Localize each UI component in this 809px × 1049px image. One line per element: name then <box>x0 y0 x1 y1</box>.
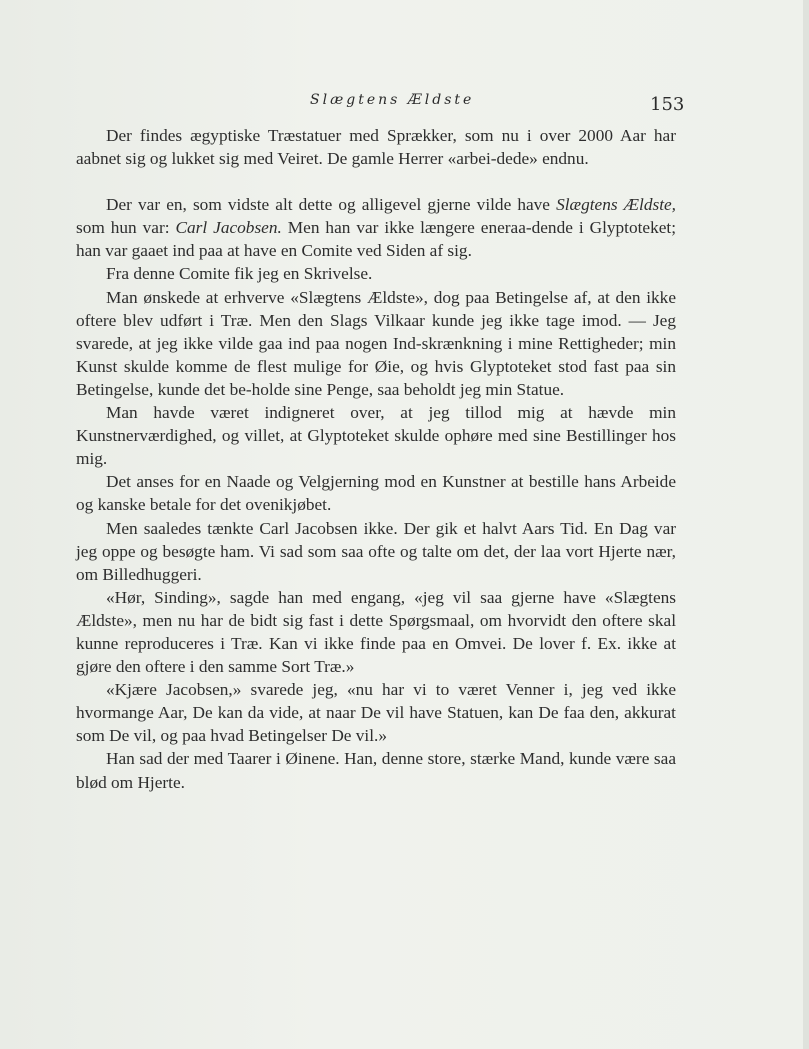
paragraph: Fra denne Comite fik jeg en Skrivelse. <box>106 264 373 284</box>
paragraph: Det anses for en Naade og Velgjerning mod en Kunstner at bestille hans Arbeide og kanske betale for det ovenikjøbet. <box>76 472 676 515</box>
paragraph: «Kjære Jacobsen,» svarede jeg, «nu har vi to været Venner i, jeg ved ikke hvormange Aar, De kan da vide, at naar De vil have Statuen, kan De faa den, akkurat som De vil, og paa hvad Betingelser De vil.» <box>76 680 676 746</box>
paragraph: Men saaledes tænkte Carl Jacobsen ikke. Der gik et halvt Aars Tid. En Dag var jeg oppe og besøgte ham. Vi sad som saa ofte og talte om det, der laa vort Hjerte nær, om Billedhuggeri. <box>76 518 676 584</box>
paragraph: Man havde været indigneret over, at jeg tillod mig at hævde min Kunstnerværdighed, og villet, at Glyptoteket skulde ophøre med sine Bestillinger hos mig. <box>76 403 676 469</box>
page-edge <box>803 0 809 1049</box>
paragraph: Man ønskede at erhverve «Slægtens Ældste», dog paa Betingelse af, at den ikke oftere blev udført i Træ. Men den Slags Vilkaar kunde jeg ikke tage imod. — Jeg svarede, at jeg ikke vilde gaa ind paa nogen Ind-skrænkning i mine Rettigheder; min Kunst skulde komme de flest mulige for Øie, og hvis Glyptoteket stod fast paa sin Betingelse, kunde det be-holde sine Penge, saa beholdt jeg min Statue. <box>76 287 676 399</box>
paragraph: «Hør, Sinding», sagde han med engang, «jeg vil saa gjerne have «Slægtens Ældste», men nu har de bidt sig fast i dette Spørgsmaal, om hvorvidt den oftere skal kunne reproduceres i Træ. Kan vi ikke finde paa en Omvei. De lover f. Ex. ikke at gjøre den oftere i den samme Sort Træ.» <box>76 587 676 677</box>
paragraph-text: Men han var ikke længere eneraa-dende i Glyptoteket; han var gaaet ind paa at have en Comite ved Siden af sig. <box>76 218 677 261</box>
paragraph: Han sad der med Taarer i Øinene. Han, denne store, stærke Mand, kunde være saa blød om Hjerte. <box>76 749 676 792</box>
paragraph: Der findes ægyptiske Træstatuer med Sprækker, som nu i over 2000 Aar har aabnet sig og lukket sig med Veiret. De gamle Herrer «arbei-dede» endnu. <box>76 126 676 169</box>
italic-name: Carl Jacobsen. <box>175 218 282 238</box>
running-title: Slægtens Ældste <box>310 92 475 108</box>
paragraph <box>76 193 676 262</box>
page-header <box>0 92 809 116</box>
paragraph-text: som hun var: <box>76 218 176 238</box>
page-number: 153 <box>650 94 685 115</box>
body-text <box>76 124 676 794</box>
paragraph-text: Der var en, som vidste alt dette og alligevel gjerne vilde have <box>106 195 557 215</box>
italic-title: Slægtens Ældste, <box>556 195 676 215</box>
